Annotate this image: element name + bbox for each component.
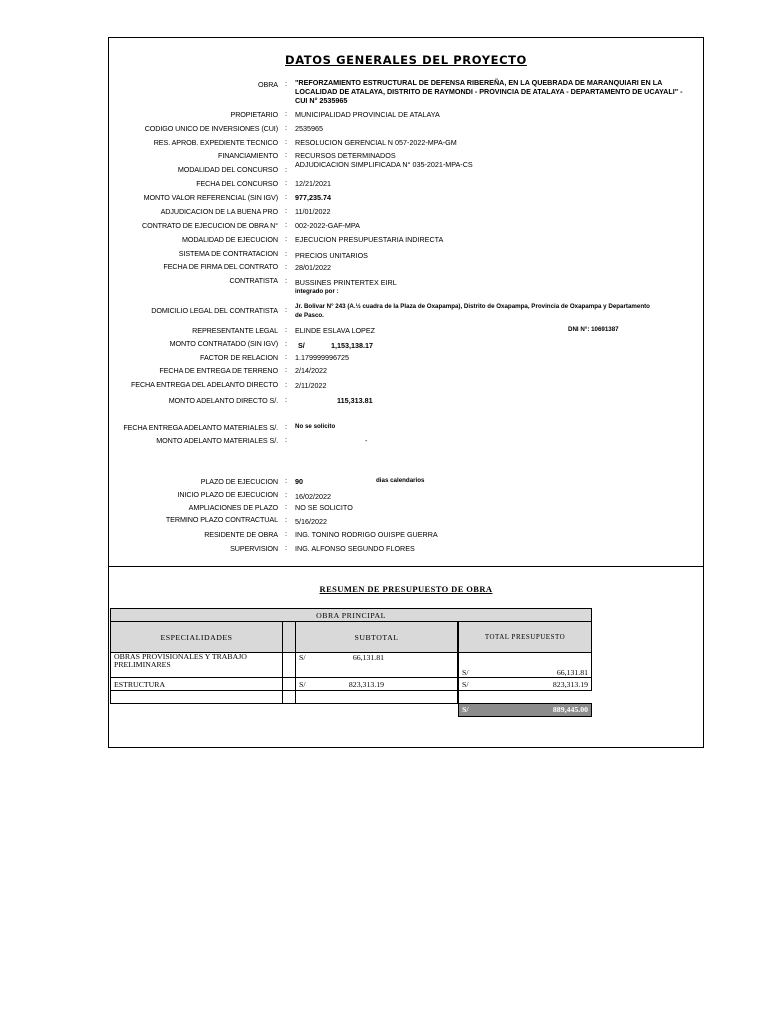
row-total: S/ 823,313.19 bbox=[459, 678, 592, 691]
monto-contratado-value: 1,153,138.17 bbox=[331, 341, 373, 350]
residente-value: ING. TONINO RODRIGO OUISPE GUERRA bbox=[295, 530, 438, 539]
monto-contratado-currency: S/ bbox=[298, 341, 305, 350]
monto-materiales-value: - bbox=[365, 436, 368, 445]
termino-value: 5/16/2022 bbox=[295, 517, 327, 526]
obra-label: OBRA bbox=[258, 80, 278, 89]
propietario-label: PROPIETARIO bbox=[230, 110, 278, 119]
budget-section-row bbox=[111, 609, 592, 622]
budget-header-row bbox=[111, 622, 592, 653]
budget-table bbox=[110, 608, 592, 717]
factor-value: 1.179999996725 bbox=[295, 353, 349, 362]
entrega-materiales-label: FECHA ENTREGA ADELANTO MATERIALES S/. bbox=[123, 423, 278, 432]
res-aprob-value: RESOLUCION GERENCIAL N 057-2022-MPA-GM bbox=[295, 138, 457, 147]
contratista-value: BUSSINES PRINTERTEX EIRL bbox=[295, 278, 397, 287]
entrega-materiales-value: No se solicito bbox=[295, 423, 336, 430]
fecha-firma-label: FECHA DE FIRMA DEL CONTRATO bbox=[163, 262, 278, 271]
grand-total: S/ 889,445.00 bbox=[459, 704, 592, 717]
financiamiento-label: FINANCIAMIENTO bbox=[218, 151, 278, 160]
summary-title: RESUMEN DE PRESUPUESTO DE OBRA bbox=[319, 584, 493, 594]
modalidad-concurso-label: MODALIDAD DEL CONCURSO bbox=[177, 165, 278, 174]
res-aprob-label: RES. APROB. EXPEDIENTE TECNICO bbox=[153, 138, 278, 147]
ampliaciones-value: NO SE SOLICITO bbox=[295, 503, 353, 512]
factor-label: FACTOR DE RELACION bbox=[200, 353, 278, 362]
plazo-value: 90 bbox=[295, 477, 303, 486]
monto-materiales-label: MONTO ADELANTO MATERIALES S/. bbox=[156, 436, 278, 445]
fecha-firma-value: 28/01/2022 bbox=[295, 263, 331, 272]
header-especialidades: ESPECIALIDADES bbox=[111, 622, 283, 653]
modalidad-ejecucion-value: EJECUCION PRESUPUESTARIA INDIRECTA bbox=[295, 235, 444, 244]
entrega-terreno-value: 2/14/2022 bbox=[295, 366, 327, 375]
cui-value: 2535965 bbox=[295, 124, 323, 133]
ampliaciones-label: AMPLIACIONES DE PLAZO bbox=[188, 503, 278, 512]
financiamiento-value: RECURSOS DETERMINADOS bbox=[295, 151, 396, 160]
cui-label: CODIGO UNICO DE INVERSIONES (CUI) bbox=[144, 124, 278, 133]
propietario-value: MUNICIPALIDAD PROVINCIAL DE ATALAYA bbox=[295, 110, 440, 119]
contrato-label: CONTRATO DE EJECUCION DE OBRA N° bbox=[142, 221, 278, 230]
grand-total-row bbox=[111, 704, 592, 717]
sistema-label: SISTEMA DE CONTRATACION bbox=[178, 249, 278, 258]
table-row bbox=[111, 678, 592, 691]
table-row bbox=[111, 691, 592, 704]
inicio-plazo-value: 16/02/2022 bbox=[295, 492, 331, 501]
header-total: TOTAL PRESUPUESTO bbox=[459, 622, 592, 653]
row-total: S/ 66,131.81 bbox=[459, 653, 592, 678]
representante-value: ELINDE ESLAVA LOPEZ bbox=[295, 326, 376, 335]
fecha-concurso-label: FECHA DEL CONCURSO bbox=[196, 179, 278, 188]
adjudicacion-label: ADJUDICACION DE LA BUENA PRO bbox=[160, 207, 278, 216]
inicio-plazo-label: INICIO PLAZO DE EJECUCION bbox=[177, 490, 278, 499]
contratista-label: CONTRATISTA bbox=[229, 276, 278, 285]
page-title: DATOS GENERALES DEL PROYECTO bbox=[285, 53, 527, 67]
entrega-adelanto-value: 2/11/2022 bbox=[295, 381, 327, 390]
monto-referencial-label: MONTO VALOR REFERENCIAL (SIN IGV) bbox=[143, 193, 278, 202]
header-subtotal: SUBTOTAL bbox=[296, 622, 458, 653]
fecha-concurso-value: 12/21/2021 bbox=[295, 179, 331, 188]
domicilio-label: DOMICILIO LEGAL DEL CONTRATISTA bbox=[151, 306, 278, 315]
row-name: ESTRUCTURA bbox=[111, 678, 283, 691]
table-row bbox=[111, 653, 592, 678]
monto-referencial-value: 977,235.74 bbox=[295, 193, 331, 202]
modalidad-concurso-value: ADJUDICACION SIMPLIFICADA N° 035-2021-MPA-CS bbox=[295, 160, 473, 169]
entrega-adelanto-label: FECHA ENTREGA DEL ADELANTO DIRECTO bbox=[130, 380, 278, 389]
supervision-value: ING. ALFONSO SEGUNDO FLORES bbox=[295, 544, 415, 553]
contrato-value: 002-2022-GAF-MPA bbox=[295, 221, 360, 230]
section-divider bbox=[109, 566, 703, 567]
sistema-value: PRECIOS UNITARIOS bbox=[295, 251, 368, 260]
entrega-terreno-label: FECHA DE ENTREGA DE TERRENO bbox=[159, 366, 278, 375]
modalidad-ejecucion-label: MODALIDAD DE EJECUCION bbox=[181, 235, 278, 244]
obra-value: "REFORZAMIENTO ESTRUCTURAL DE DEFENSA RIBEREÑA, EN LA QUEBRADA DE MARANQUIARI EN LA LOCALIDAD DE ATALAYA, DISTRITO DE RAYMONDI - PROVINCIA DE ATALAYA - DEPARTAMENTO DE UCAYALI" - CUI N° 2535965 bbox=[295, 78, 683, 105]
termino-label: TERMINO PLAZO CONTRACTUAL bbox=[165, 515, 278, 524]
domicilio-value: Jr. Bolivar N° 243 (A.½ cuadra de la Plaza de Oxapampa), Distrito de Oxapampa, Provincia de Oxapampa y Departamento de Pasco. bbox=[295, 303, 650, 319]
monto-adelanto-value: 115,313.81 bbox=[337, 396, 373, 405]
monto-adelanto-label: MONTO ADELANTO DIRECTO S/. bbox=[168, 396, 278, 405]
adjudicacion-value: 11/01/2022 bbox=[295, 207, 331, 216]
dni-value: DNI N°: 10691387 bbox=[568, 326, 619, 333]
row-subtotal: S/ 823,313.19 bbox=[296, 678, 458, 691]
supervision-label: SUPERVISION bbox=[230, 544, 278, 553]
row-subtotal: S/ 66,131.81 bbox=[296, 653, 458, 678]
budget-section-label: OBRA PRINCIPAL bbox=[111, 609, 592, 622]
plazo-label: PLAZO DE EJECUCION bbox=[200, 477, 278, 486]
contratista-note: integrado por : bbox=[295, 288, 339, 295]
plazo-unit: dias calendarios bbox=[376, 477, 425, 484]
residente-label: RESIDENTE DE OBRA bbox=[204, 530, 278, 539]
representante-label: REPRESENTANTE LEGAL bbox=[192, 326, 278, 335]
row-name: OBRAS PROVISIONALES Y TRABAJO PRELIMINARES bbox=[111, 653, 283, 678]
project-data-sheet: DATOS GENERALES DEL PROYECTO OBRA : "REFORZAMIENTO ESTRUCTURAL DE DEFENSA RIBEREÑA, EN LA QUEBRADA DE MARANQUIARI EN LA LOCALIDAD DE ATALAYA, DISTRITO DE RAYMONDI - PROVINCIA DE ATALAYA - DEPARTAMENTO DE UCAYALI" - CUI N° 2535965 PROPIETARIO : MUNICIPALIDAD PROVINCIAL DE ATALAYA CODIGO UNICO DE INVERSIONES (CUI) : 2535965 RES. APROB. EXPEDIENTE TECNICO : RESOLUCION GERENCIAL N 057-2022-MPA-GM FINANCIAMIENTO : RECURSOS DETERMINADOS MODALIDAD DEL CONCURSO : ADJUDICACION SIMPLIFICADA N° 035-2021-MPA-CS FECHA DEL CONCURSO : 12/21/2021 MONTO VALOR REFERENCIAL (SIN IGV) : 977,235.74 ADJUDICACION DE LA BUENA PRO : 11/01/2022 CONTRATO DE EJECUCION DE OBRA N° : 002-2022-GAF-MPA MODALIDAD DE EJECUCION : EJECUCION PRESUPUESTARIA INDIRECTA SISTEMA DE CONTRATACION : PRECIOS UNITARIOS FECHA DE FIRMA DEL CONTRATO : 28/01/2022 CONTRATISTA : BUSSINES PRINTERTEX EIRL integrado por : DOMICILIO LEGAL DEL CONTRATISTA : Jr. Bolivar N° 243 (A.½ cuadra de la Plaza de Oxapampa), Distrito de Oxapampa, Provincia de Oxapampa y Departamento de Pasco. REPRESENTANTE LEGAL : ELINDE ESLAVA LOPEZ DNI N°: 10691387 MONTO CONTRATADO (SIN IGV) : S/ 1,153,138.17 FACTOR DE RELACION : 1.179999996725 FECHA DE ENTREGA DE TERRENO : 2/14/2022 FECHA ENTREGA DEL ADELANTO DIRECTO : 2/11/2022 MONTO ADELANTO DIRECTO S/. : 115,313.81 FECHA ENTREGA ADELANTO MATERIALES S/. : No se solicito MONTO ADELANTO MATERIALES S/. : - PLAZO DE EJECUCION : 90 dias calendarios INICIO PLAZO DE EJECUCION : 16/02/2022 AMPLIACIONES DE PLAZO : NO SE SOLICITO TERMINO PLAZO CONTRACTUAL : 5/16/2022 RESIDENTE DE OBRA : ING. TONINO RODRIGO OUISPE GUERRA SUPERVISION : ING. ALFONSO SEGUNDO FLORES RESUMEN DE PRESUPUESTO DE OBRA OBRA PRINCIPAL ESPECIALIDADES SUBTOTAL TOTAL PRESUPUESTO OBRAS PROVISIONALES Y TRABAJO PRELIMINARES S/ 66,131.81 S/ 66,131.81 ESTRUCTURA S/ 823,313.19 S/ 823,313.19 S/ 889,445.00 bbox=[108, 37, 704, 748]
monto-contratado-label: MONTO CONTRATADO (SIN IGV) bbox=[169, 339, 278, 348]
